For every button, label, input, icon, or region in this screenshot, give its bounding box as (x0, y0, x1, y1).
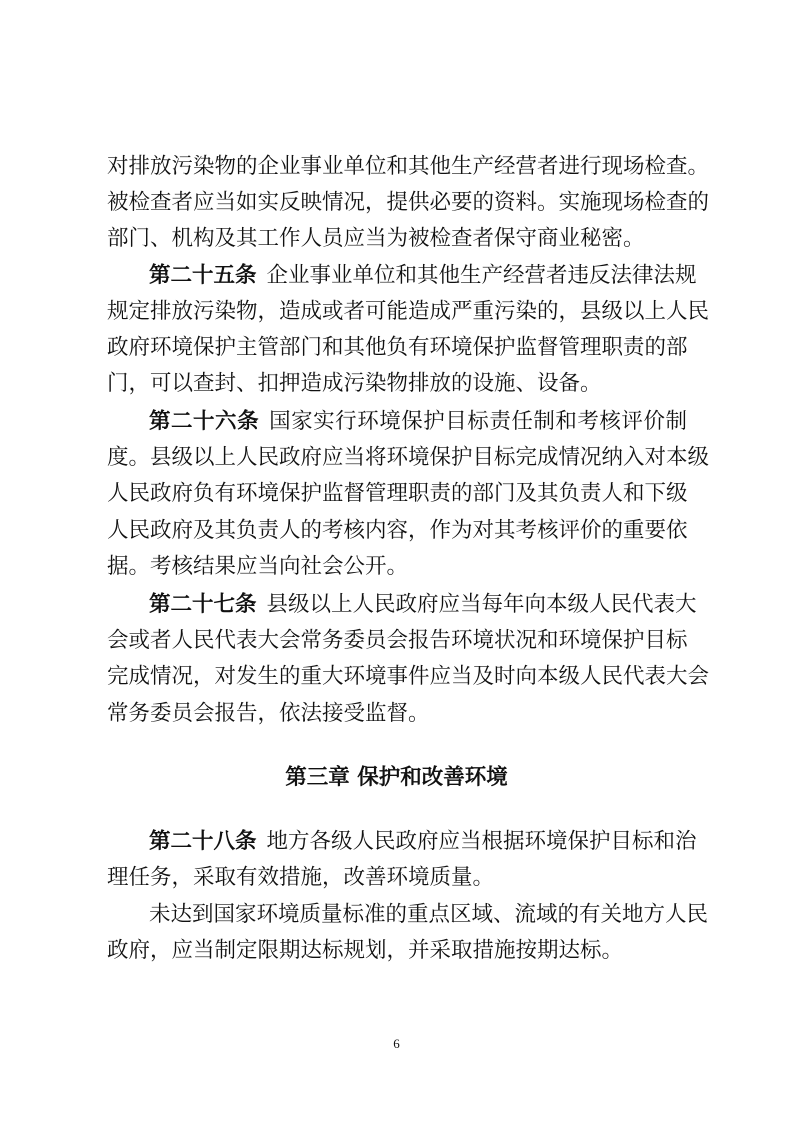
text-line: 完成情况，对发生的重大环境事件应当及时向本级人民代表大会 (107, 664, 710, 689)
article-26-label: 第二十六条 (149, 409, 260, 434)
article-26-first-line (149, 404, 687, 440)
article-28-first-line (149, 824, 697, 860)
article-27-first-line (149, 587, 697, 623)
article-25-text: 企业事业单位和其他生产经营者违反法律法规 (266, 263, 697, 288)
text-line: 理任务，采取有效措施，改善环境质量。 (107, 865, 495, 890)
page-number: 6 (393, 1036, 400, 1051)
text-line: 门，可以查封、扣押造成污染物排放的设施、设备。 (107, 371, 602, 396)
text-line: 会或者人民代表大会常务委员会报告环境状况和环境保护目标 (107, 628, 688, 653)
article-28-text: 地方各级人民政府应当根据环境保护目标和治 (266, 829, 697, 854)
text-line: 规定排放污染物，造成或者可能造成严重污染的，县级以上人民 (107, 299, 710, 324)
text-line: 部门、机构及其工作人员应当为被检查者保守商业秘密。 (107, 226, 645, 251)
article-25-first-line (149, 258, 697, 294)
text-line: 常务委员会报告，依法接受监督。 (107, 701, 430, 726)
text-line: 人民政府负有环境保护监督管理职责的部门及其负责人和下级 (107, 481, 688, 506)
article-25-label: 第二十五条 (149, 263, 257, 288)
text-line: 政府环境保护主管部门和其他负有环境保护监督管理职责的部 (107, 335, 688, 360)
text-line: 被检查者应当如实反映情况，提供必要的资料。实施现场检查的 (107, 190, 710, 215)
text-line: 对排放污染物的企业事业单位和其他生产经营者进行现场检查。 (107, 154, 710, 179)
text-line: 人民政府及其负责人的考核内容，作为对其考核评价的重要依 (107, 518, 688, 543)
text-line: 度。县级以上人民政府应当将环境保护目标完成情况纳入对本级 (107, 445, 710, 470)
chapter-title: 第三章 保护和改善环境 (285, 765, 508, 790)
article-28-label: 第二十八条 (149, 829, 257, 854)
text-line: 政府，应当制定限期达标规划，并采取措施按期达标。 (107, 938, 624, 963)
text-line: 未达到国家环境质量标准的重点区域、流域的有关地方人民 (149, 902, 709, 927)
text-line: 据。考核结果应当向社会公开。 (107, 554, 409, 579)
article-27-text: 县级以上人民政府应当每年向本级人民代表大 (266, 592, 697, 617)
article-27-label: 第二十七条 (149, 592, 257, 617)
article-26-text: 国家实行环境保护目标责任制和考核评价制 (269, 409, 687, 434)
